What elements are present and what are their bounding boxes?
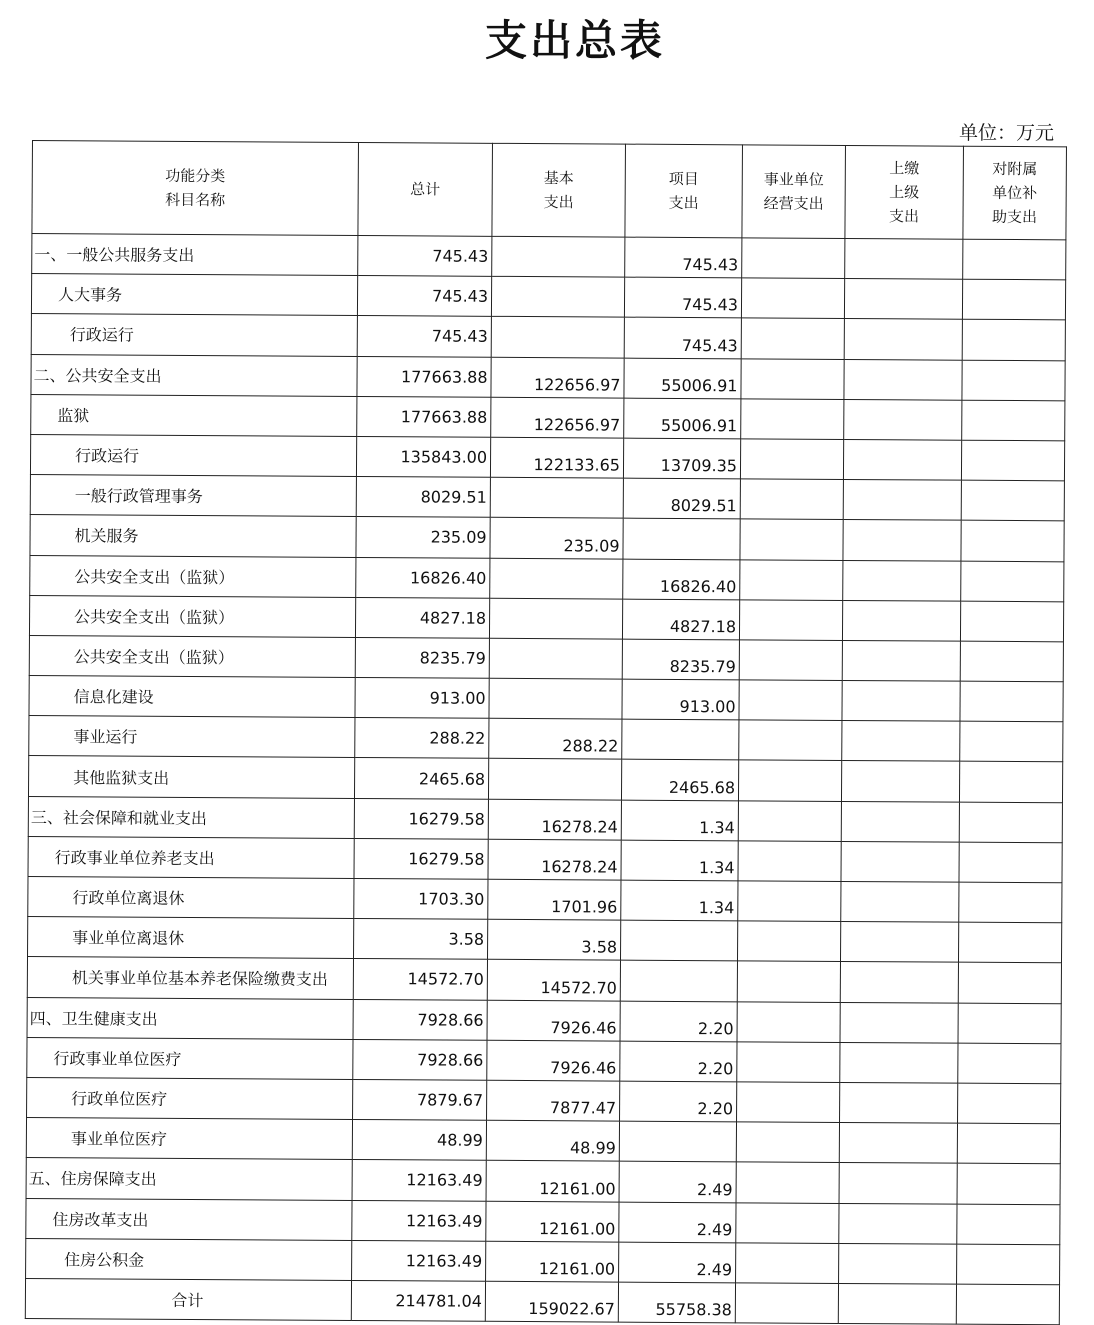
row-subsidy: [960, 681, 1063, 722]
header-business-line: 事业单位: [763, 170, 824, 189]
header-business: [742, 145, 846, 239]
row-name: 三、社会保障和就业支出: [28, 796, 354, 838]
row-subsidy: [960, 601, 1063, 642]
row-subsidy: [958, 1083, 1061, 1124]
row-project: 8029.51: [623, 478, 740, 519]
row-project: 2.49: [619, 1202, 736, 1243]
row-basic: 16278.24: [488, 839, 621, 880]
row-basic: 122133.65: [490, 437, 623, 478]
row-name: 行政单位离退休: [28, 876, 354, 918]
table-row: [26, 1158, 1060, 1205]
row-upper: [844, 319, 962, 360]
row-name: 信息化建设: [29, 676, 355, 718]
row-name: 公共安全支出（监狱）: [29, 595, 355, 637]
row-name: 四、卫生健康支出: [27, 997, 353, 1039]
row-name: 行政运行: [31, 314, 357, 356]
row-project: [623, 518, 740, 559]
row-business: [741, 318, 844, 359]
row-basic: 122656.97: [491, 397, 624, 438]
row-name: 机关服务: [30, 515, 356, 557]
row-name: 行政事业单位养老支出: [28, 836, 354, 878]
row-total: 16279.58: [354, 798, 488, 839]
table-row: [28, 876, 1062, 923]
row-basic: [489, 638, 622, 679]
header-name-line: 功能分类: [165, 166, 226, 186]
table-row: [29, 676, 1063, 723]
row-project: 2.49: [619, 1161, 736, 1202]
row-business: [737, 1001, 840, 1042]
table-row: [29, 635, 1063, 682]
row-name: 行政单位医疗: [27, 1077, 353, 1119]
row-total: 745.43: [357, 316, 491, 357]
row-business: [739, 600, 842, 641]
row-subsidy: [957, 1204, 1060, 1245]
row-total: 745.43: [357, 276, 491, 317]
row-total: 4827.18: [355, 597, 489, 638]
row-upper: [842, 600, 960, 641]
row-project: 2465.68: [621, 760, 738, 801]
row-subsidy: [960, 641, 1063, 682]
row-total: 1703.30: [354, 878, 488, 919]
row-basic: 14572.70: [487, 960, 620, 1001]
row-subsidy: [961, 520, 1064, 561]
row-upper: [842, 640, 960, 681]
header-subsidy-line: 对附属: [992, 159, 1038, 179]
row-total: 745.43: [358, 235, 492, 276]
row-name: 监狱: [31, 394, 357, 436]
row-business: [740, 439, 843, 480]
row-project: [619, 1121, 736, 1162]
row-project: 55758.38: [618, 1282, 735, 1323]
row-total: 177663.88: [357, 396, 491, 437]
row-business: [740, 479, 843, 520]
row-total: 7928.66: [353, 1039, 487, 1080]
row-subsidy: [957, 1123, 1060, 1164]
header-row: [32, 141, 1067, 240]
row-name: 行政运行: [30, 434, 356, 476]
row-total: 177663.88: [357, 356, 491, 397]
row-upper: [844, 359, 962, 400]
row-business: [736, 1243, 839, 1284]
row-business: [735, 1283, 838, 1324]
table-row: [31, 314, 1065, 361]
row-business: [741, 358, 844, 399]
row-subsidy: [958, 1043, 1061, 1084]
header-basic-line: 基本: [543, 169, 574, 188]
table-row: [28, 756, 1062, 803]
row-upper: [839, 1203, 957, 1244]
row-subsidy: [959, 802, 1062, 843]
row-total: 3.58: [354, 919, 488, 960]
row-business: [738, 881, 841, 922]
row-total: 135843.00: [356, 436, 490, 477]
row-business: [739, 640, 842, 681]
row-business: [739, 680, 842, 721]
row-total: 8029.51: [356, 477, 490, 518]
row-name: 住房公积金: [26, 1238, 352, 1280]
row-basic: 12161.00: [486, 1161, 619, 1202]
row-project: 2.20: [620, 1081, 737, 1122]
row-subsidy: [956, 1284, 1059, 1325]
table-row: [31, 274, 1065, 321]
table-body: [25, 234, 1066, 1325]
row-basic: 12161.00: [486, 1241, 619, 1282]
row-upper: [844, 399, 962, 440]
row-project: 55006.91: [624, 358, 741, 399]
row-business: [742, 238, 845, 279]
row-upper: [840, 1082, 958, 1123]
row-basic: 7877.47: [487, 1080, 620, 1121]
row-subsidy: [963, 239, 1066, 280]
row-upper: [843, 439, 961, 480]
row-subsidy: [961, 440, 1064, 481]
row-upper: [840, 962, 958, 1003]
row-basic: [491, 317, 624, 358]
row-name: 事业单位离退休: [28, 917, 354, 959]
row-basic: 235.09: [490, 518, 623, 559]
row-project: 745.43: [624, 277, 741, 318]
table-row: [30, 515, 1064, 562]
row-total: 235.09: [356, 517, 490, 558]
row-total: 12163.49: [352, 1160, 486, 1201]
row-subsidy: [959, 762, 1062, 803]
row-name: 住房改革支出: [26, 1198, 352, 1240]
row-basic: 7926.46: [487, 1040, 620, 1081]
row-business: [737, 961, 840, 1002]
row-business: [739, 720, 842, 761]
row-business: [736, 1162, 839, 1203]
row-upper: [839, 1123, 957, 1164]
row-business: [741, 278, 844, 319]
row-basic: [488, 759, 621, 800]
row-business: [738, 760, 841, 801]
table-row: [26, 1118, 1060, 1165]
row-subsidy: [962, 320, 1065, 361]
row-name: 事业运行: [29, 716, 355, 758]
row-subsidy: [957, 1163, 1060, 1204]
row-upper: [841, 841, 959, 882]
row-total: 288.22: [355, 718, 489, 759]
row-total: 12163.49: [352, 1200, 486, 1241]
row-project: 2.49: [619, 1242, 736, 1283]
row-project: 4827.18: [622, 599, 739, 640]
row-upper: [842, 721, 960, 762]
row-project: 1.34: [621, 840, 738, 881]
table-row: [29, 595, 1063, 642]
row-upper: [838, 1283, 956, 1324]
row-name: 二、公共安全支出: [31, 354, 357, 396]
row-business: [738, 800, 841, 841]
header-upper-line: 支出: [888, 207, 920, 226]
row-upper: [843, 520, 961, 561]
row-name: 机关事业单位基本养老保险缴费支出: [27, 957, 353, 999]
table-row: [27, 957, 1061, 1004]
row-upper: [843, 560, 961, 601]
row-business: [737, 1082, 840, 1123]
row-basic: [490, 558, 623, 599]
header-upper-line: 上级: [889, 183, 920, 202]
row-project: 1.34: [621, 800, 738, 841]
table-row: [27, 1077, 1061, 1124]
row-name: 一、一般公共服务支出: [32, 234, 358, 276]
row-business: [740, 519, 843, 560]
table-row: [30, 555, 1064, 602]
header-subsidy-line: 单位补: [992, 183, 1038, 203]
row-upper: [840, 1042, 958, 1083]
row-project: 913.00: [622, 679, 739, 720]
row-subsidy: [961, 480, 1064, 521]
row-basic: 7926.46: [487, 1000, 620, 1041]
page-title: 支出总表: [484, 16, 665, 65]
row-business: [736, 1122, 839, 1163]
row-project: [620, 960, 737, 1001]
row-name: 公共安全支出（监狱）: [30, 555, 356, 597]
table-row: [26, 1198, 1060, 1245]
row-basic: [491, 276, 624, 317]
header-total: [358, 142, 493, 236]
row-upper: [839, 1243, 957, 1284]
table-row: [27, 1037, 1061, 1084]
row-upper: [839, 1163, 957, 1204]
header-basic-line: 支出: [543, 193, 574, 212]
table-row: [28, 796, 1062, 843]
row-name: 五、住房保障支出: [26, 1158, 352, 1200]
row-project: 13709.35: [623, 438, 740, 479]
row-total: 16279.58: [354, 838, 488, 879]
row-subsidy: [958, 922, 1061, 963]
row-name: 合计: [25, 1278, 351, 1320]
table-row: [27, 997, 1061, 1044]
row-project: 8235.79: [622, 639, 739, 680]
table-row: [25, 1278, 1059, 1325]
row-upper: [845, 238, 963, 279]
header-name: [32, 141, 359, 236]
row-name: 行政事业单位医疗: [27, 1037, 353, 1079]
row-upper: [840, 1002, 958, 1043]
row-total: 16826.40: [356, 557, 490, 598]
row-business: [741, 399, 844, 440]
row-basic: 3.58: [488, 919, 621, 960]
row-upper: [841, 761, 959, 802]
row-basic: [489, 678, 622, 719]
expenditure-table-sheet: [25, 140, 1066, 1325]
row-project: 16826.40: [623, 559, 740, 600]
row-subsidy: [958, 1003, 1061, 1044]
row-basic: [492, 236, 625, 277]
row-business: [740, 559, 843, 600]
row-basic: [489, 598, 622, 639]
row-project: [620, 920, 737, 961]
row-upper: [844, 279, 962, 320]
row-total: 7928.66: [353, 999, 487, 1040]
table-row: [29, 716, 1063, 763]
table-row: [28, 836, 1062, 883]
row-upper: [841, 801, 959, 842]
header-total-line: 总计: [410, 180, 441, 199]
row-business: [736, 1202, 839, 1243]
unit-label: 单位：万元: [958, 122, 1054, 144]
row-subsidy: [962, 360, 1065, 401]
row-project: 2.20: [620, 1041, 737, 1082]
row-upper: [840, 922, 958, 963]
row-basic: 16278.24: [488, 799, 621, 840]
table-row: [31, 394, 1065, 441]
row-basic: 48.99: [486, 1120, 619, 1161]
row-project: 2.20: [620, 1001, 737, 1042]
row-name: 事业单位医疗: [26, 1118, 352, 1160]
header-project-line: 项目: [668, 169, 699, 189]
row-subsidy: [962, 400, 1065, 441]
row-name: 其他监狱支出: [28, 756, 354, 798]
row-total: 7879.67: [353, 1079, 487, 1120]
table-row: [30, 434, 1064, 481]
table-row: [26, 1238, 1060, 1285]
row-business: [737, 1042, 840, 1083]
row-project: 55006.91: [624, 398, 741, 439]
row-basic: 122656.97: [491, 357, 624, 398]
table-row: [30, 475, 1064, 522]
row-subsidy: [962, 279, 1065, 320]
row-total: 8235.79: [355, 637, 489, 678]
header-basic: [492, 143, 626, 237]
header-upper: [845, 145, 964, 239]
row-upper: [843, 480, 961, 521]
row-project: 745.43: [624, 317, 741, 358]
row-basic: 1701.96: [488, 879, 621, 920]
row-project: [622, 719, 739, 760]
row-project: 745.43: [625, 237, 742, 278]
row-name: 人大事务: [31, 274, 357, 316]
row-business: [738, 841, 841, 882]
table-row: [32, 234, 1066, 281]
header-project-line: 支出: [668, 193, 699, 213]
header-subsidy: [963, 146, 1067, 240]
header-subsidy-line: 助支出: [991, 207, 1038, 227]
row-subsidy: [957, 1244, 1060, 1285]
row-basic: 288.22: [489, 719, 622, 760]
row-total: 214781.04: [351, 1280, 485, 1321]
row-name: 一般行政管理事务: [30, 475, 356, 517]
row-total: 12163.49: [352, 1240, 486, 1281]
row-business: [737, 921, 840, 962]
row-subsidy: [960, 721, 1063, 762]
row-total: 2465.68: [354, 758, 488, 799]
table-row: [28, 917, 1062, 964]
header-project: [625, 144, 743, 238]
row-basic: [490, 477, 623, 518]
row-subsidy: [959, 842, 1062, 883]
row-total: 48.99: [352, 1120, 486, 1161]
row-subsidy: [961, 561, 1064, 602]
row-name: 公共安全支出（监狱）: [29, 635, 355, 677]
table-row: [31, 354, 1065, 401]
header-business-line: 经营支出: [763, 194, 824, 213]
header-upper-line: 上缴: [889, 159, 920, 178]
row-upper: [842, 681, 960, 722]
row-subsidy: [958, 963, 1061, 1004]
row-total: 14572.70: [353, 959, 487, 1000]
expenditure-table: [25, 140, 1067, 1325]
row-project: 1.34: [621, 880, 738, 921]
row-upper: [841, 881, 959, 922]
row-basic: 159022.67: [485, 1281, 618, 1322]
row-total: 913.00: [355, 678, 489, 719]
row-basic: 12161.00: [486, 1201, 619, 1242]
header-name-line: 科目名称: [165, 190, 226, 210]
row-subsidy: [959, 882, 1062, 923]
